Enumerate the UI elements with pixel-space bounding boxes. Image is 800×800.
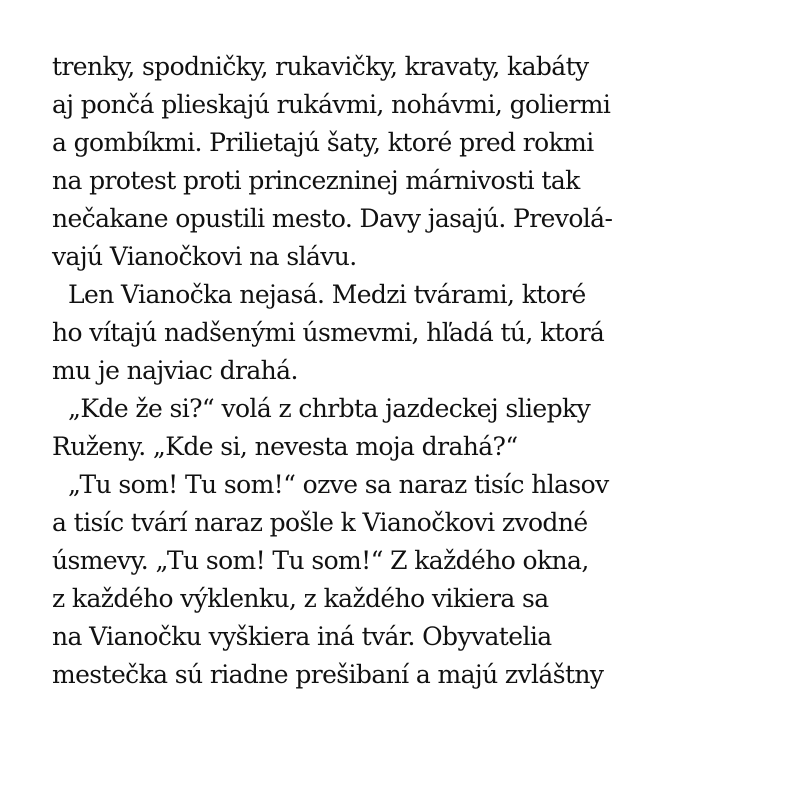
text-line: z každého výklenku, z každého vikiera sa [52, 584, 549, 613]
text-line: a gombíkmi. Prilietajú šaty, ktoré pred rokmi [52, 128, 594, 157]
text-line: úsmevy. „Tu som! Tu som!“ Z každého okna, [52, 546, 589, 575]
text-line: vajú Vianočkovi na slávu. [52, 242, 357, 271]
text-line: a tisíc tvárí naraz pošle k Vianočkovi zvodné [52, 508, 588, 537]
text-line: ho vítajú nadšenými úsmevmi, hľadá tú, ktorá [52, 318, 605, 347]
text-line: mestečka sú riadne prešibaní a majú zvláštny [52, 660, 604, 689]
text-line: na Vianočku vyškiera iná tvár. Obyvatelia [52, 622, 552, 651]
text-line: aj pončá plieskajú rukávmi, nohávmi, goliermi [52, 90, 611, 119]
paragraph-start-line: „Kde že si?“ volá z chrbta jazdeckej sliepky [68, 394, 591, 423]
text-line: nečakane opustili mesto. Davy jasajú. Prevolá- [52, 204, 613, 233]
text-line: mu je najviac drahá. [52, 356, 298, 385]
body-text [52, 48, 752, 694]
paragraph-start-line: „Tu som! Tu som!“ ozve sa naraz tisíc hlasov [68, 470, 609, 499]
text-line: trenky, spodničky, rukavičky, kravaty, kabáty [52, 52, 589, 81]
text-line: na protest proti princezninej márnivosti tak [52, 166, 580, 195]
paragraph-start-line: Len Vianočka nejasá. Medzi tvárami, ktoré [68, 280, 586, 309]
text-line: Ruženy. „Kde si, nevesta moja drahá?“ [52, 432, 518, 461]
